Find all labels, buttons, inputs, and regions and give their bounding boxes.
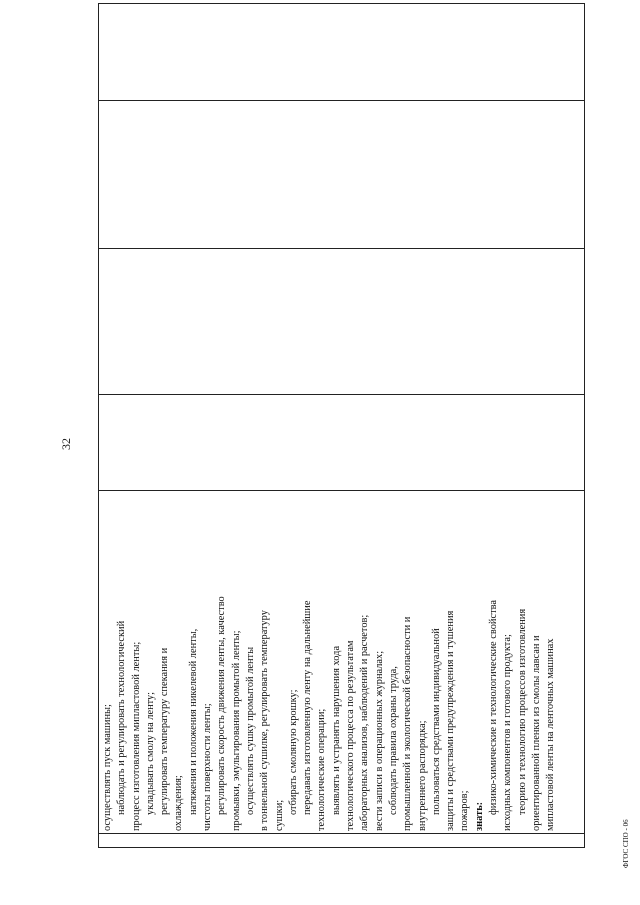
- text-line: натяжения и положения никелевой ленты,: [187, 628, 199, 815]
- text-line: ориентированной пленки из смолы лавсан и: [530, 635, 542, 831]
- text-line: теорию и технологию процессов изготовления: [516, 608, 528, 815]
- footer-code: ФГОС СПО - 06: [622, 819, 630, 868]
- text-line: чистоты поверхности ленты;: [202, 703, 214, 831]
- table-cell-index: [99, 834, 585, 848]
- text-line: лабораторных анализов, наблюдений и расчетов;: [359, 614, 371, 831]
- requirements-text: [99, 491, 559, 833]
- table-cell-empty-2: [99, 249, 585, 395]
- text-line: наблюдать и регулировать технологический: [116, 620, 128, 815]
- text-line: передавать изготовленную ленту на дальнейшие: [302, 600, 314, 815]
- text-line: технологического процесса по результатам: [345, 640, 357, 831]
- text-line: пожаров;: [459, 790, 471, 831]
- text-line: процесс изготовления мипластовой ленты;: [130, 641, 142, 831]
- text-line: промышленной и экологической безопасности и: [402, 616, 414, 831]
- table-row: [99, 4, 585, 848]
- text-line: исходных компонентов и готового продукта;: [502, 634, 514, 831]
- table-cell-empty-1: [99, 395, 585, 491]
- text-line: в тоннельной сушилке, регулировать температуру: [259, 610, 271, 831]
- text-line: промывки, эмульгирования промытой ленты;: [230, 630, 242, 831]
- text-line: отбирать смоляную крошку;: [287, 689, 299, 815]
- text-line: осуществлять сушку промытой ленты: [244, 646, 256, 815]
- text-line: вести записи в операционных журналах;: [373, 650, 385, 831]
- text-line: регулировать температуру спекания и: [159, 647, 171, 815]
- text-line: мипластовой ленты на ленточных машинах: [545, 638, 557, 831]
- text-line: охлаждения;: [173, 775, 185, 831]
- text-line: регулировать скорость движения ленты, качество: [216, 596, 228, 815]
- text-line: соблюдать правила охраны труда,: [387, 666, 399, 815]
- text-line: выявлять и устранять нарушения хода: [330, 645, 342, 815]
- table-cell-requirements: [99, 491, 585, 834]
- text-line: осуществлять пуск машины;: [102, 704, 113, 831]
- text-line: знать:: [473, 801, 485, 831]
- page-number: 32: [59, 438, 73, 450]
- table-cell-empty-3: [99, 101, 585, 249]
- text-line: сушки;: [273, 799, 285, 831]
- text-line: укладывать смолу на ленту;: [144, 692, 156, 815]
- text-line: внутреннего распорядка;: [416, 720, 428, 831]
- requirements-table-wrapper: [98, 10, 585, 848]
- text-line: защиты и средствами предупреждения и тушения: [445, 610, 457, 831]
- text-line: технологические операции;: [316, 708, 328, 831]
- text-line: физико-химические и технологические свойства: [488, 599, 500, 815]
- requirements-table: [98, 3, 585, 848]
- text-line: пользоваться средствами индивидуальной: [430, 628, 442, 815]
- table-cell-empty-4: [99, 4, 585, 101]
